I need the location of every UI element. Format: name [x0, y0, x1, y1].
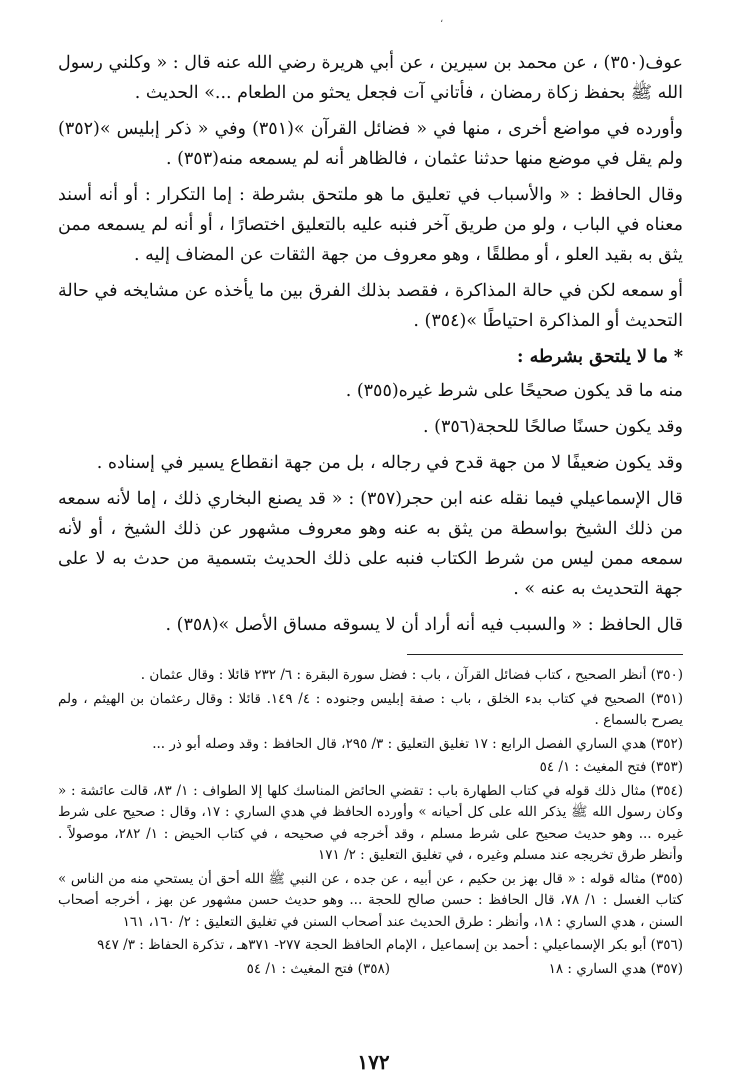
body-paragraph: عوف(٣٥٠) ، عن محمد بن سيرين ، عن أبي هريرة رضي الله عنه قال : « وكلني رسول الله ﷺ بحفظ زكاة رمضان ، فأتاني آت فجعل يحثو من الطعام ...» الحديث . — [58, 53, 683, 103]
footnote-divider — [407, 654, 683, 655]
footnote: (٣٥٥) مثاله قوله : « قال بهز بن حكيم ، عن أبيه ، عن جده ، عن النبي ﷺ الله أحق أن يستحي منه من الناس » كتاب الغسل : ١/ ٧٨، قال الحافظ : حسن صالح للحجة ... وهو حديث حسن مشهور عن بهز ، أخرجه أصحاب السنن ، هدي الساري : ١٨، وأنظر : طرق الحديث عند أصحاب السنن في تغليق التعليق : ٢/ ١٦٠، ١٦١ — [58, 870, 684, 930]
body-paragraph: وقال الحافظ : « والأسباب في تعليق ما هو ملتحق بشرطة : إما التكرار : أو أنه أسند معناه في الباب ، ولو من طريق آخر فنبه عليه بالتعليق اختصارًا ، أو أنه لم يسمعه ممن يثق به بقيد العلو ، أو مطلقًا ، وهو معروف من جهة الثقات عن المضاف إليه . — [58, 185, 683, 265]
footnote: (٣٥٦) أبو بكر الإسماعيلي : أحمد بن إسماعيل ، الإمام الحافظ الحجة ٢٧٧- ٣٧١هـ ، تذكرة الحفاظ : ٣/ ٩٤٧ — [97, 937, 683, 953]
body-paragraph: وقد يكون ضعيفًا لا من جهة قدح في رجاله ، بل من جهة انقطاع يسير في إسناده . — [96, 453, 683, 473]
footnote: (٣٥٤) مثال ذلك قوله في كتاب الطهارة باب : تقضي الحائض المناسك كلها إلا الطواف : ١/ ٨٣، قالت عائشة : « وكان رسول الله ﷺ يذكر الله على كل أحيانه » وأورده الحافظ في هدي الساري : ١٧، وقال : صحيح على شرط غيره ... وهو حديث صحيح على شرط مسلم ، وقد أخرجه في صحيحه ، في كتاب الحيض : ١/ ٢٨٢، موصولاً . وأنظر طرق تخريجه عند مسلم وغيره ، في تغليق التعليق : ٢/ ١٧١ — [58, 782, 684, 863]
body-paragraph: قال الحافظ : « والسبب فيه أنه أراد أن لا يسوقه مساق الأصل »(٣٥٨) . — [165, 615, 683, 635]
heading-star: * — [673, 347, 683, 367]
body-paragraph: قال الإسماعيلي فيما نقله عنه ابن حجر(٣٥٧) : « قد يصنع البخاري ذلك ، إما لأنه سمعه من ذلك الشيخ بواسطة من يثق به عنه وهو معروف مشهور عن ذلك الشيخ ، أو لأنه سمعه ممن ليس من شرط الكتاب فنبه على ذلك الحديث بتسمية من حدث به لا على جهة التحديث به عنه » . — [58, 489, 683, 599]
page-mark: ، — [440, 14, 444, 25]
footnote: (٣٥٨) فتح المغيث : ١/ ٥٤ — [246, 960, 390, 977]
footnote: (٣٥٧) هدي الساري : ١٨ — [548, 960, 683, 977]
footnote: (٣٥٠) أنظر الصحيح ، كتاب فضائل القرآن ، باب : فضل سورة البقرة : ٦/ ٢٣٢ قائلا : وقال عثمان . — [140, 667, 683, 683]
footnote: (٣٥٣) فتح المغيث : ١/ ٥٤ — [539, 759, 683, 775]
body-paragraph: وقد يكون حسنًا صالحًا للحجة(٣٥٦) . — [423, 417, 683, 437]
body-paragraph: منه ما قد يكون صحيحًا على شرط غيره(٣٥٥) . — [345, 381, 683, 401]
page-body — [58, 48, 683, 982]
footnote: (٣٥٢) هدي الساري الفصل الرابع : ١٧ تغليق التعليق : ٣/ ٢٩٥، قال الحافظ : وقد وصله أبو ذر ... — [152, 735, 683, 752]
page-number: ١٧٢ — [357, 1050, 390, 1074]
body-paragraph: وأورده في مواضع أخرى ، منها في « فضائل القرآن »(٣٥١) وفي « ذكر إبليس »(٣٥٢) ولم يقل في موضع منها حدثنا عثمان ، فالظاهر أنه لم يسمعه منه(٣٥٣) . — [58, 119, 684, 169]
footnote-pair — [58, 959, 683, 981]
body-paragraph: أو سمعه لكن في حالة المذاكرة ، فقصد بذلك الفرق بين ما يأخذه عن مشايخه في حالة التحديث أو المذاكرة احتياطًا »(٣٥٤) . — [58, 281, 683, 331]
heading-text: ما لا يلتحق بشرطه : — [517, 347, 668, 367]
section-heading — [58, 342, 683, 372]
footnote: (٣٥١) الصحيح في كتاب بدء الخلق ، باب : صفة إبليس وجنوده : ٤/ ١٤٩. قائلا : وقال رعثمان بن الهيثم ، ولم يصرح بالسماع . — [58, 690, 683, 728]
